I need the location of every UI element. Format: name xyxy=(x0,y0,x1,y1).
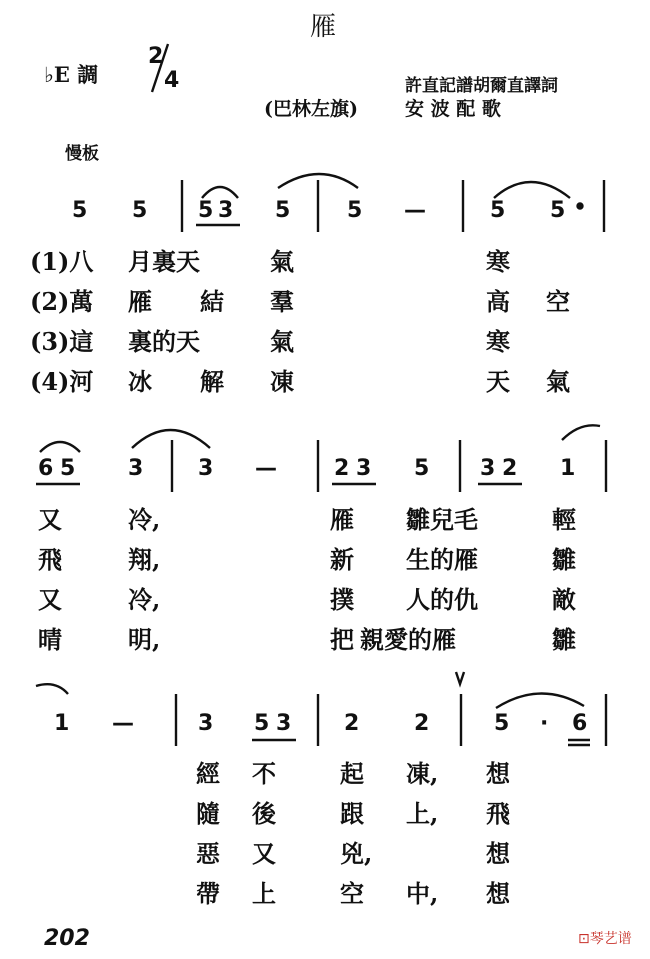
note: 3 xyxy=(356,456,372,481)
lyric: 想 xyxy=(486,759,510,788)
lyric: 月裏天 xyxy=(128,247,200,276)
slur xyxy=(496,693,584,708)
region-label: (巴林左旗) xyxy=(264,98,358,120)
lyric: 生的雁 xyxy=(406,545,478,574)
lyric: 冰 xyxy=(128,367,152,396)
note: 6 xyxy=(38,456,54,481)
lyric: 空 xyxy=(546,287,570,316)
lyric: 高 xyxy=(486,287,510,316)
note: 5 xyxy=(275,198,291,223)
note: 3 xyxy=(218,198,234,223)
note: 5 xyxy=(490,198,506,223)
lyric: 寒 xyxy=(486,247,510,276)
lyric: 裏的天 xyxy=(128,327,200,356)
lyric: 想 xyxy=(486,879,510,908)
time-signature-top: 2 xyxy=(148,44,164,69)
note: 5 xyxy=(494,711,510,736)
lyric: 雁 xyxy=(330,505,354,534)
watermark-text: 琴艺谱 xyxy=(589,931,632,947)
lyric: 羣 xyxy=(270,287,294,316)
lyric: 中, xyxy=(406,879,439,908)
lyric: 凍, xyxy=(406,759,439,788)
dash: — xyxy=(404,198,426,223)
dot: · xyxy=(540,711,549,736)
lyric: 又 xyxy=(252,839,276,868)
note: 3 xyxy=(198,711,214,736)
time-signature-slash xyxy=(152,44,168,92)
lyric: 凍 xyxy=(270,367,294,396)
tempo-marking: 慢板 xyxy=(65,144,99,164)
lyric: 隨 xyxy=(196,799,220,828)
lyric: 雛兒毛 xyxy=(406,505,478,534)
lyric: 解 xyxy=(200,367,224,396)
lyric: 經 xyxy=(196,759,220,788)
lyric: 輕 xyxy=(552,505,576,534)
note: 6 xyxy=(572,711,588,736)
lyric: 又 xyxy=(38,585,62,614)
lyric: (1)八 xyxy=(30,247,94,276)
note: 3 xyxy=(276,711,292,736)
lyric: 上 xyxy=(252,879,276,908)
key-signature: ♭E 調 xyxy=(44,62,99,87)
note: 1 xyxy=(54,711,70,736)
note: 5 xyxy=(60,456,76,481)
lyric: 後 xyxy=(252,799,276,828)
note: 5 xyxy=(550,198,566,223)
lyric: 氣 xyxy=(270,327,294,356)
watermark-icon: ⊡ xyxy=(578,931,590,947)
note: 5 xyxy=(254,711,270,736)
lyric: 冷, xyxy=(128,505,161,534)
dot-mark xyxy=(578,204,583,209)
lyric: 雛 xyxy=(552,545,576,574)
lyric: 新 xyxy=(330,545,354,574)
lyric: 冷, xyxy=(128,585,161,614)
note: 5 xyxy=(414,456,430,481)
note: 3 xyxy=(198,456,214,481)
lyric: 敵 xyxy=(552,585,576,614)
song-title: 雁 xyxy=(310,12,337,42)
lyric: 飛 xyxy=(486,799,510,828)
slur xyxy=(202,187,238,198)
lyric: 雛 xyxy=(552,625,576,654)
slur xyxy=(36,684,68,694)
lyric: 不 xyxy=(252,759,276,788)
lyric: 飛 xyxy=(38,545,62,574)
lyric: 寒 xyxy=(486,327,510,356)
lyric: 親愛的雁 xyxy=(360,625,456,654)
note: 5 xyxy=(72,198,88,223)
note: 5 xyxy=(347,198,363,223)
note: 5 xyxy=(132,198,148,223)
note: 1 xyxy=(560,456,576,481)
lyric: 兇, xyxy=(340,839,373,868)
lyric: 上, xyxy=(406,799,439,828)
note: 2 xyxy=(502,456,518,481)
lyric: 帶 xyxy=(196,879,220,908)
lyric: 又 xyxy=(38,505,62,534)
lyric: 空 xyxy=(340,879,364,908)
lyric: 天 xyxy=(486,367,510,396)
lyric: (4)河 xyxy=(30,367,94,396)
lyric: 明, xyxy=(128,625,161,654)
note: 5 xyxy=(198,198,214,223)
note: 3 xyxy=(480,456,496,481)
note: 2 xyxy=(414,711,430,736)
credits-line-2: 安 波 配 歌 xyxy=(405,98,501,120)
dash: — xyxy=(255,456,277,481)
lyric: 晴 xyxy=(38,625,62,654)
lyric: 翔, xyxy=(128,545,161,574)
note: 2 xyxy=(344,711,360,736)
lyric: 氣 xyxy=(546,367,570,396)
lyric: 惡 xyxy=(196,839,220,868)
credits-line-1: 許直記譜胡爾直譯詞 xyxy=(405,76,558,96)
lyric: 跟 xyxy=(340,799,364,828)
slur xyxy=(494,182,570,198)
breath-mark xyxy=(456,672,464,684)
lyric: 想 xyxy=(486,839,510,868)
lyric: 人的仇 xyxy=(406,585,478,614)
lyric: 雁 xyxy=(128,287,152,316)
page-number: 202 xyxy=(44,926,90,951)
time-signature-bottom: 4 xyxy=(164,68,180,93)
dash: — xyxy=(112,711,134,736)
slur xyxy=(562,425,600,440)
slur xyxy=(40,442,80,452)
lyric: 撲 xyxy=(330,585,354,614)
lyric: 起 xyxy=(340,759,364,788)
lyric: (2)萬 xyxy=(30,287,94,316)
lyric: (3)這 xyxy=(30,327,94,356)
lyric: 氣 xyxy=(270,247,294,276)
lyric: 把 xyxy=(330,625,354,654)
lyric: 結 xyxy=(200,287,224,316)
note: 2 xyxy=(334,456,350,481)
note: 3 xyxy=(128,456,144,481)
